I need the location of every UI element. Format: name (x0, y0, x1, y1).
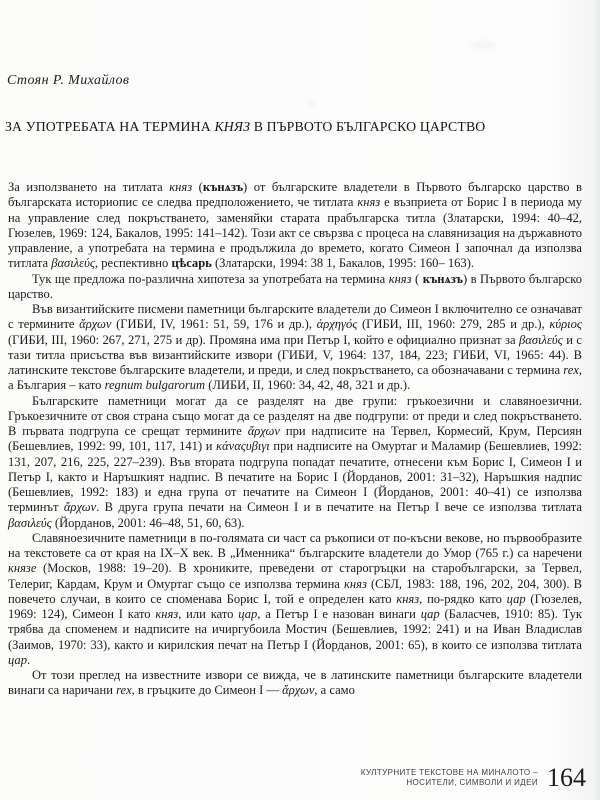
scan-artifact (470, 40, 496, 50)
article-body (8, 180, 582, 699)
series-caption-line2: НОСИТЕЛИ, СИМВОЛИ И ИДЕИ (406, 778, 538, 787)
paragraph-bulgarian-monuments: Българските паметници могат да се разделят на две групи: гръкоезични и славяноезични. Гръкоезичните от своя страна също могат да се разделят на две подгрупи: от преди и след покръстването. В първата подгрупа се срещат термините ἄρχων при надписите на Тервел, Кормесий, Крум, Персиян (Бешевлиев, 1992: 99, 101, 117, 141) и κάναςυβιγι при надписите на Омуртаг и Маламир (Бешевлиев, 1992: 131, 207, 216, 225, 227–239). Във втората подгрупа попадат печатите, отнесени към Борис I, Симеон I и Петър I, както и Наръшкият надпис. В печатите на Борис I (Йорданов, 2001: 31–32), Наръшкия надпис (Бешевлиев, 1992: 183) и една група от печатите на Симеон I (Йорданов, 2001: 40–41) се използва терминът ἄρχων. В друга група печати на Симеон I и в печатите на Петър I вече се използва титлата βασιλεύς (Йорданов, 2001: 46–48, 51, 60, 63). (8, 393, 582, 530)
page-footer (360, 763, 586, 792)
page-number: 164 (547, 763, 586, 792)
paragraph-slavic-monuments: Славяноезичните паметници в по-голямата си част са ръкописи от по-късни векове, но първообразите на текстовете са от края на IX–X век. В „Именника“ българските владетели до Умор (765 г.) са наречени князе (Москов, 1988: 19–20). В хрониките, преведени от старогръцки на старобългарски, за Тервел, Телериг, Кардам, Крум и Омуртаг също се използва термина княз (СБЛ, 1983: 188, 196, 202, 204, 300). В повечето случаи, в които се споменава Борис I, той е определен като княз, по-рядко като цар (Гюзелев, 1969: 124), Симеон I като княз, или като цар, а Петър I е назован винаги цар (Баласчев, 1910: 85). Тук трябва да споменем и надписите на ичиргубоила Мостич (Бешевлиев, 1992: 241) и на Иван Владислав (Заимов, 1970: 33), както и кирилския печат на Петър I (Йорданов, 2001: 65), в които се използва титлата цар. (8, 530, 582, 667)
paragraph-hypothesis: Тук ще предложа по-различна хипотеза за употребата на термина княз ( кънѧзъ) в Първото българско царство. (8, 271, 583, 301)
author-name: Стоян Р. Михайлов (7, 73, 130, 88)
paragraph-intro: За използването на титлата княз (кънѧзъ) от българските владетели в Първото българско царство в българската историопис се следва предположението, че титлата княз е възприета от Борис I в периода му на управление след покръстването, заменяйки старата прабългарска титла (Златарски, 1994: 40–42, Гюзелев, 1969: 124, Бакалов, 1995: 141–142). Този акт се свързва с процеса на славянизация на държавното управление, а употребата на термина е продължила до времето, когато Симеон I започнал да използва титлата βασιλεύς, респективно цѣсарь (Златарски, 1994: 38 1, Бакалов, 1995: 160– 163). (8, 180, 582, 271)
scan-artifact (306, 100, 316, 106)
paragraph-review-conclusion: От този преглед на известните извори се вижда, че в латинските паметници българските владетели винаги са наричани rex, в гръцките до Симеон I — ἄρχων, а само (8, 668, 582, 698)
paragraph-byzantine-sources: Във византийските писмени паметници българските владетели до Симеон I включително се означават с термините ἄρχων (ГИБИ, IV, 1961: 51, 59, 176 и др.), ἀρχηγός (ГИБИ, III, 1960: 279, 285 и др.), κύριος (ГИБИ, III, 1960: 267, 271, 275 и др). Промяна има при Петър I, който е официално признат за βασιλεύς и с тази титла присъства във византийските извори (ГИБИ, V, 1964: 137, 184, 223; ГИБИ, VI, 1965: 44). В латинските текстове българските владетели, и преди, и след покръстването, са обозначавани с термина rex, а България – като regnum bulgarorum (ЛИБИ, II, 1960: 34, 42, 48, 321 и др.). (8, 302, 583, 393)
series-caption-line1: КУЛТУРНИТЕ ТЕКСТОВЕ НА МИНАЛОТО – (360, 768, 538, 777)
article-title: ЗА УПОТРЕБАТА НА ТЕРМИНА КНЯЗ В ПЪРВОТО БЪЛГАРСКО ЦАРСТВО (5, 119, 486, 134)
series-caption (361, 768, 538, 790)
